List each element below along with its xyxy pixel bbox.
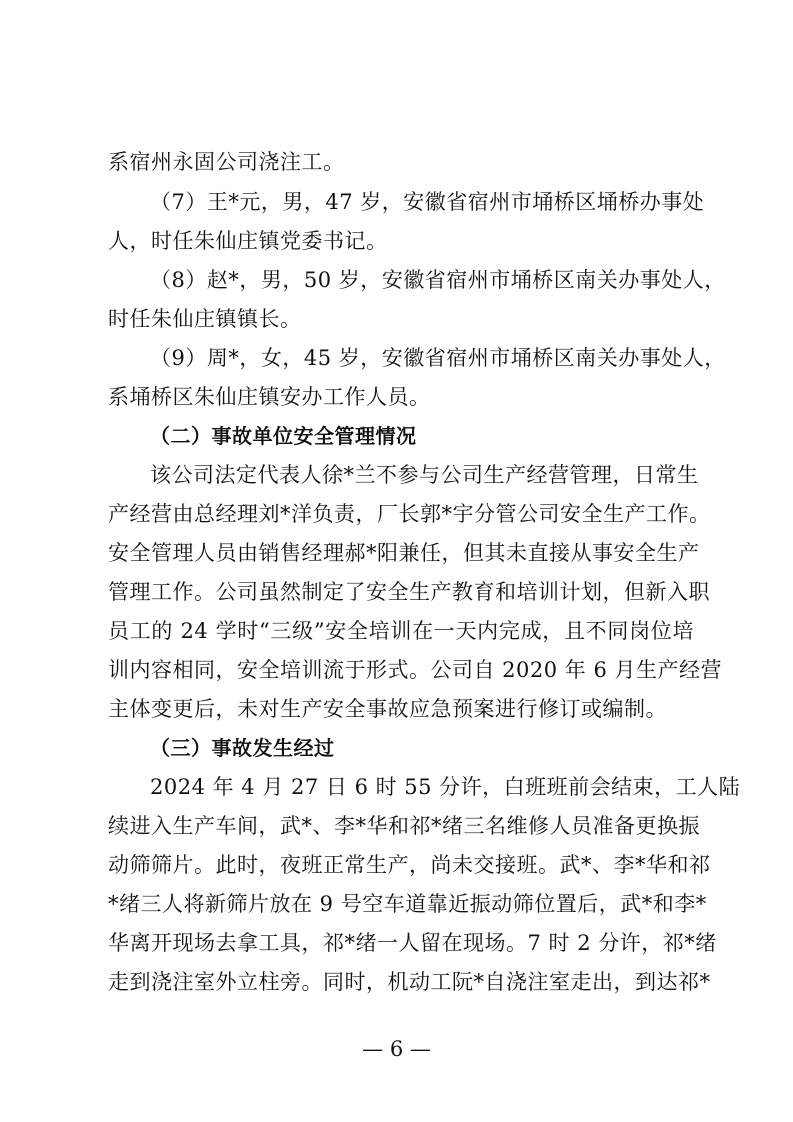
paragraph-line: 人，时任朱仙庄镇党委书记。	[108, 229, 388, 253]
paragraph-line: 员工的 24 学时“三级”安全培训在一天内完成，且不同岗位培	[108, 619, 694, 643]
paragraph-line: *绪三人将新筛片放在 9 号空车道靠近振动筛位置后，武*和李*	[108, 892, 707, 916]
paragraph-line: 管理工作。公司虽然制定了安全生产教育和培训计划，但新入职	[108, 580, 710, 604]
page-number: — 6 —	[362, 1037, 431, 1061]
paragraph-line: 华离开现场去拿工具，祁*绪一人留在现场。7 时 2 分许，祁*绪	[108, 931, 717, 955]
paragraph-line: （7）王*元，男，47 岁，安徽省宿州市埇桥区埇桥办事处	[150, 190, 705, 214]
paragraph-line: 2024 年 4 月 27 日 6 时 55 分许，白班班前会结束，工人陆	[150, 775, 741, 799]
paragraph-line: 训内容相同，安全培训流于形式。公司自 2020 年 6 月生产经营	[108, 658, 723, 682]
paragraph-line: 系宿州永固公司浇注工。	[108, 150, 345, 174]
paragraph-line: （9）周*，女，45 岁，安徽省宿州市埇桥区南关办事处人，	[150, 346, 726, 370]
paragraph-line: 安全管理人员由销售经理郝*阳兼任，但其未直接从事安全生产	[108, 541, 700, 565]
paragraph-line: 系埇桥区朱仙庄镇安办工作人员。	[108, 385, 431, 409]
paragraph-line: 时任朱仙庄镇镇长。	[108, 307, 302, 331]
paragraph-line: 走到浇注室外立柱旁。同时，机动工阮*自浇注室走出，到达祁*	[108, 970, 711, 994]
paragraph-line: 产经营由总经理刘*洋负责，厂长郭*宇分管公司安全生产工作。	[108, 502, 711, 526]
paragraph-line: 动筛筛片。此时，夜班正常生产，尚未交接班。武*、李*华和祁	[108, 853, 711, 877]
paragraph-line: 该公司法定代表人徐*兰不参与公司生产经营管理，日常生	[150, 463, 699, 487]
section-heading: （三）事故发生经过	[150, 736, 335, 760]
paragraph-line: 主体变更后，未对生产安全事故应急预案进行修订或编制。	[108, 697, 667, 721]
paragraph-line: （8）赵*，男，50 岁，安徽省宿州市埇桥区南关办事处人，	[150, 268, 726, 292]
section-heading: （二）事故单位安全管理情况	[150, 424, 417, 448]
paragraph-line: 续进入生产车间，武*、李*华和祁*绪三名维修人员准备更换振	[108, 814, 700, 838]
